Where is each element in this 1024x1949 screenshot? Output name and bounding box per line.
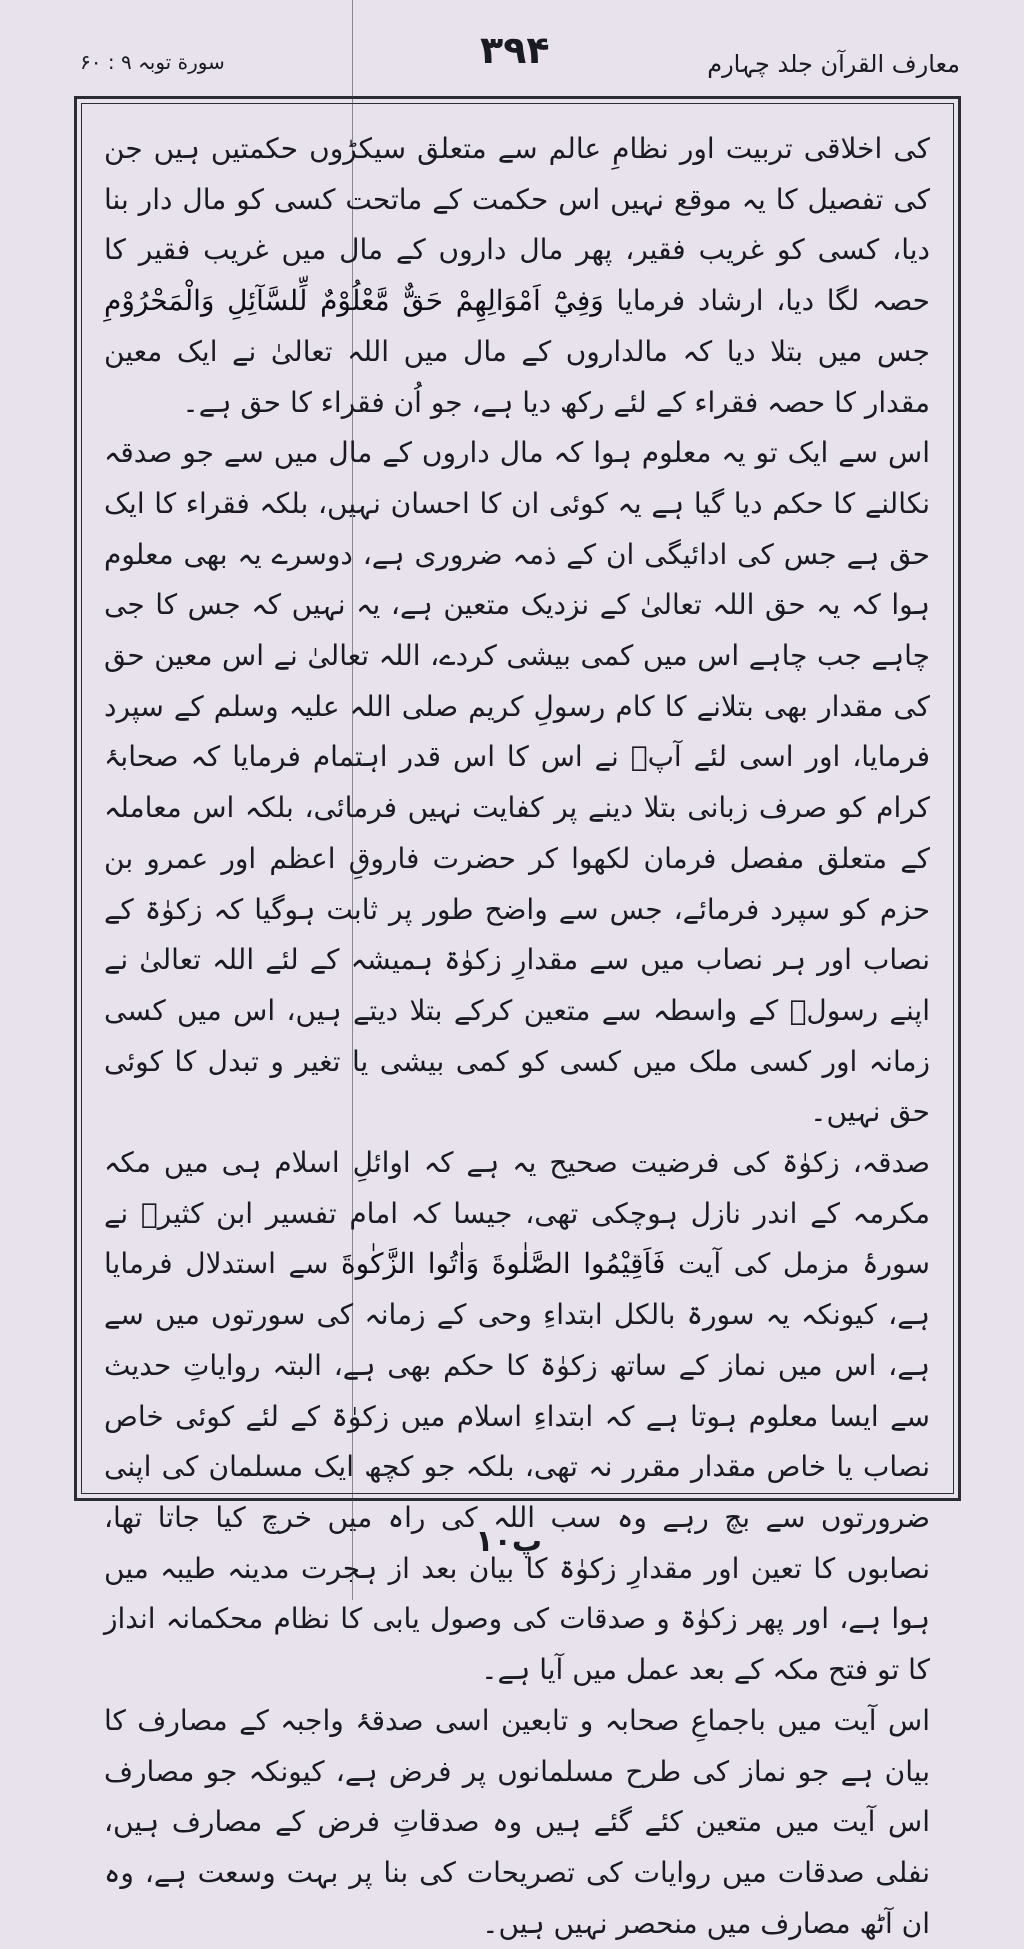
text-segment: کی اخلاقی تربیت اور نظامِ عالم سے متعلق سیکڑوں حکمتیں ہیں جن کی تفصیل کا یہ موقع نہیں اس حکمت کے ماتحت کسی کو مال دار بنا دیا، کسی کو غریب فقیر، پھر مال داروں کے مال میں غریب فقیر کا حصہ لگا دیا، ارشاد فرمایا [104, 132, 930, 318]
text-segment: سے استدلال فرمایا ہے، کیونکہ یہ سورۃ بالکل ابتداءِ وحی کے زمانہ کی سورتوں میں سے ہے، اس میں نماز کے ساتھ زکوٰۃ کا حکم بھی ہے، البتہ روایاتِ حدیث سے ایسا معلوم ہوتا ہے کہ ابتداءِ اسلام میں زکوٰۃ کے لئے کوئی خاص نصاب یا خاص مقدار مقرر نہ تھی، بلکہ جو کچھ ایک مسلمان کی اپنی ضرورتوں سے بچ رہے وہ سب اللہ کی راہ میں خرچ کیا جاتا تھا، نصابوں کا تعین اور مقدارِ زکوٰۃ کا بیان بعد از ہجرت مدینہ طیبہ میں ہوا ہے، اور پھر زکوٰۃ و صدقات کی وصول یابی کا نظام محکمانہ انداز کا تو فتح مکہ کے بعد عمل میں آیا ہے۔ [104, 1247, 930, 1687]
text-segment: صدقہ، زکوٰۃ کی فرضیت صحیح یہ ہے کہ اوائلِ اسلام ہی میں مکہ مکرمہ کے اندر نازل ہوچکی تھی، جیسا کہ امام تفسیر ابن کثیرؒ نے سورۂ مزمل کی آیت [104, 1146, 930, 1281]
quran-verse: فَاَقِيْمُوا الصَّلٰوةَ وَاٰتُوا الزَّكٰوةَ [340, 1247, 666, 1281]
page-number: ۳۹۴ [480, 28, 550, 72]
signature-mark: پ۱۰ [475, 1524, 542, 1559]
quran-verse: وَفِيْٓ اَمْوَالِهِمْ حَقٌّ مَّعْلُوْمٌ لِّلسَّآئِلِ وَالْمَحْرُوْمِ [104, 284, 604, 318]
text-segment: اس آیت میں باجماعِ صحابہ و تابعین اسی صدقۂ واجبہ کے مصارف کا بیان ہے جو نماز کی طرح مسلمانوں پر فرض ہے، کیونکہ جو مصارف اس آیت میں متعین کئے گئے ہیں وہ صدقاتِ فرض کے مصارف ہیں، نفلی صدقات میں روایات کی تصریحات کی بنا پر بہت وسعت ہے، وہ ان آٹھ مصارف میں منحصر نہیں ہیں۔ [104, 1703, 930, 1940]
text-segment: اس سے ایک تو یہ معلوم ہوا کہ مال داروں کے مال میں سے جو صدقہ نکالنے کا حکم دیا گیا ہے یہ کوئی ان کا احسان نہیں، بلکہ فقراء کا ایک حق ہے جس کی ادائیگی ان کے ذمہ ضروری ہے، دوسرے یہ بھی معلوم ہوا کہ یہ حق اللہ تعالیٰ کے نزدیک متعین ہے، یہ نہیں کہ جس کا جی چاہے جب چاہے اس میں کمی بیشی کردے، اللہ تعالیٰ نے اس معین حق کی مقدار بھی بتلانے کا کام رسولِ کریم صلی اللہ علیہ وسلم کے سپرد فرمایا، اور اسی لئے آپؐ نے اس کا اس قدر اہتمام فرمایا کہ صحابۂ کرام کو صرف زبانی بتلا دینے پر کفایت نہیں فرمائی، بلکہ اس معاملہ کے متعلق مفصل فرمان لکھوا کر حضرت فاروقِ اعظم اور عمرو بن حزم کو سپرد فرمائے، جس سے واضح طور پر ثابت ہوگیا کہ زکوٰۃ کے نصاب اور ہر نصاب میں سے مقدارِ زکوٰۃ ہمیشہ کے لئے اللہ تعالیٰ نے اپنے رسولؐ کے واسطہ سے متعین کرکے بتلا دیتے ہیں، اس میں کسی زمانہ اور کسی ملک میں کسی کو کمی بیشی یا تغیر و تبدل کا کوئی حق نہیں۔ [104, 436, 930, 1129]
paragraph-4 [104, 1696, 930, 1949]
paragraph-3 [104, 1138, 930, 1696]
paragraph-2 [104, 428, 930, 1138]
paragraph-1 [104, 124, 930, 428]
page-header [80, 28, 960, 78]
surah-reference: سورة توبہ ۹ : ۶۰ [80, 50, 225, 74]
text-segment: جس میں بتلا دیا کہ مالداروں کے مال میں اللہ تعالیٰ نے ایک معین مقدار کا حصہ فقراء کے لئے رکھ دیا ہے، جو اُن فقراء کا حق ہے۔ [104, 334, 930, 419]
book-title: معارف القرآن جلد چہارم [707, 50, 960, 78]
